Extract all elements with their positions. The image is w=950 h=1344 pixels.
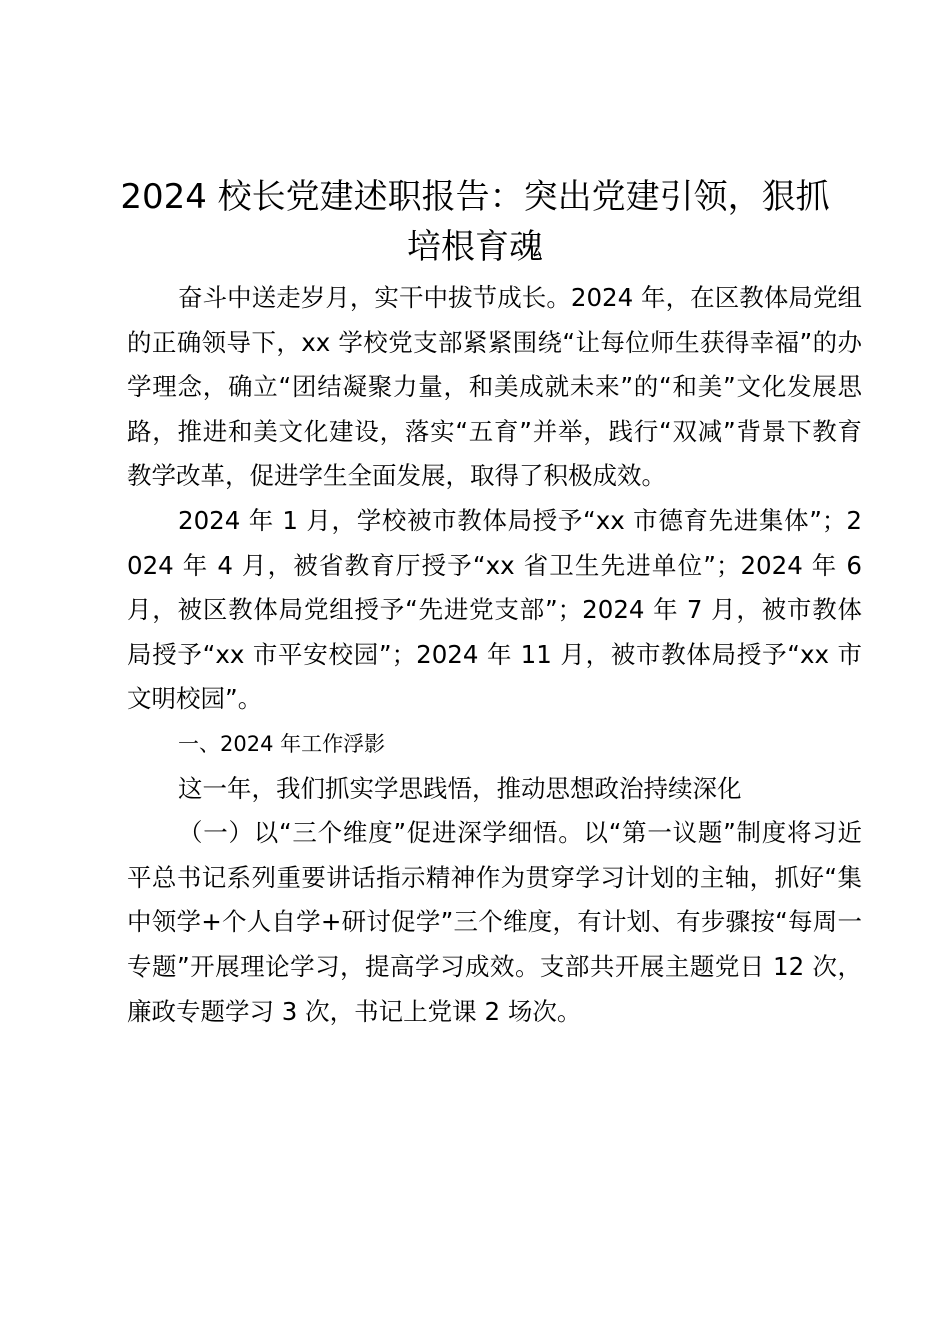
section-lead: 这一年，我们抓实学思践悟，推动思想政治持续深化 [178,773,742,803]
section-heading: 一、2024 年工作浮影 [178,731,386,756]
document-title: 2024 校长党建述职报告：突出党建引领，狠抓培根育魂 [120,177,830,267]
intro-paragraph: 奋斗中送走岁月，实干中拔节成长。2024 年，在区教体局党组的正确领导下，xx 学校党支部紧紧围绕“让每位师生获得幸福”的办学理念，确立“团结凝聚力量，和美成就未来”的“和美”文化发展思路，推进和美文化建设，落实“五育”并举，践行“双减”背景下教育教学改革，促进学生全面发展，取得了积极成效。 [127,283,862,491]
document-body [127,276,862,1034]
honors-paragraph: 2024 年 1 月，学校被市教体局授予“xx 市德育先进集体”；2024 年 4 月，被省教育厅授予“xx 省卫生先进单位”；2024 年 6 月，被区教体局党组授予“先进党支部”；2024 年 7 月，被市教体局授予“xx 市平安校园”；2024 年 11 月，被市教体局授予“xx 市文明校园”。 [127,505,862,714]
subsection-paragraph: （一）以“三个维度”促进深学细悟。以“第一议题”制度将习近平总书记系列重要讲话指示精神作为贯穿学习计划的主轴，抓好“集中领学+个人自学+研讨促学”三个维度，有计划、有步骤按“每周一专题”开展理论学习，提高学习成效。支部共开展主题党日 12 次，廉政专题学习 3 次，书记上党课 2 场次。 [127,818,862,1026]
